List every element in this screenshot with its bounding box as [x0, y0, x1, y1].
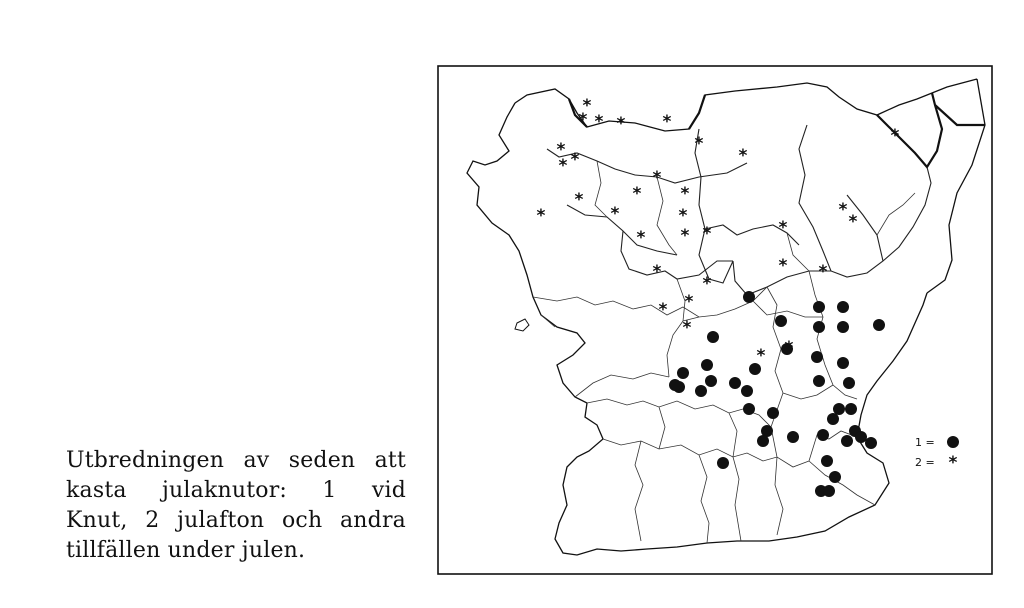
asterisk-marker: *	[848, 212, 858, 232]
dot-marker	[669, 379, 681, 391]
asterisk-marker: *	[778, 218, 788, 238]
coastline	[467, 79, 985, 555]
caption-line-2: kasta julaknutor: 1 vid	[66, 478, 406, 503]
dot-marker	[841, 435, 853, 447]
dot-marker	[827, 413, 839, 425]
legend-label-2: 2 =	[915, 456, 935, 469]
dots-layer	[669, 291, 885, 497]
dot-marker	[811, 351, 823, 363]
legend-label-1: 1 =	[915, 436, 935, 449]
asterisk-marker: *	[610, 204, 620, 224]
asterisk-marker: *	[582, 96, 592, 116]
dot-marker	[741, 385, 753, 397]
asterisk-marker: *	[536, 206, 546, 226]
dot-marker	[813, 375, 825, 387]
asterisk-marker: *	[818, 262, 828, 282]
distribution-map	[437, 65, 993, 575]
island	[515, 319, 529, 331]
dot-marker	[821, 455, 833, 467]
asterisk-marker: *	[702, 224, 712, 244]
dot-marker	[729, 377, 741, 389]
dot-marker	[767, 407, 779, 419]
dot-marker	[757, 435, 769, 447]
dot-marker	[837, 301, 849, 313]
parish-borders	[533, 161, 915, 543]
major-border	[569, 93, 985, 167]
asterisk-marker: *	[738, 146, 748, 166]
dot-marker	[743, 403, 755, 415]
dot-icon	[947, 436, 959, 448]
asterisk-marker: *	[680, 184, 690, 204]
asterisk-marker: *	[578, 110, 588, 130]
asterisk-marker: *	[632, 184, 642, 204]
asterisk-marker: *	[756, 346, 766, 366]
dot-marker	[813, 301, 825, 313]
asterisk-marker: *	[574, 190, 584, 210]
asterisk-marker: *	[784, 338, 794, 358]
dot-marker	[873, 319, 885, 331]
asterisk-marker: *	[778, 256, 788, 276]
dot-marker	[833, 403, 845, 415]
asterisk-marker: *	[636, 228, 646, 248]
asterisk-marker: *	[570, 150, 580, 170]
caption-line-1: Utbredningen av seden att	[66, 448, 406, 473]
dot-marker	[829, 471, 841, 483]
asterisk-marker: *	[652, 262, 662, 282]
map-legend	[915, 436, 959, 473]
asterisk-marker: *	[662, 112, 672, 132]
asterisk-marker: *	[652, 168, 662, 188]
asterisk-marker: *	[890, 126, 900, 146]
caption-line-4: tillfällen under julen.	[66, 538, 306, 563]
dot-marker	[817, 429, 829, 441]
asterisk-marker: *	[556, 140, 566, 160]
asterisk-marker: *	[682, 318, 692, 338]
dot-marker	[705, 375, 717, 387]
asterisk-marker: *	[658, 300, 668, 320]
asterisk-marker: *	[702, 274, 712, 294]
dot-marker	[787, 431, 799, 443]
asterisk-marker: *	[684, 292, 694, 312]
dot-marker	[837, 357, 849, 369]
map-caption	[66, 446, 406, 566]
dot-marker	[865, 437, 877, 449]
asterisk-marker: *	[838, 200, 848, 220]
dot-marker	[813, 321, 825, 333]
asterisk-marker: *	[694, 134, 704, 154]
dot-marker	[743, 291, 755, 303]
dot-marker	[677, 367, 689, 379]
dot-marker	[717, 457, 729, 469]
dot-marker	[845, 403, 857, 415]
dot-marker	[823, 485, 835, 497]
dot-marker	[707, 331, 719, 343]
asterisk-marker: *	[616, 114, 626, 134]
caption-line-3: Knut, 2 julafton och andra	[66, 508, 406, 533]
dot-marker	[837, 321, 849, 333]
asterisk-marker: *	[678, 206, 688, 226]
asterisk-marker: *	[558, 156, 568, 176]
dot-marker	[695, 385, 707, 397]
map-canvas	[437, 65, 993, 575]
dot-marker	[855, 431, 867, 443]
asterisk-marker: *	[680, 226, 690, 246]
asterisk-marker: *	[594, 112, 604, 132]
map-border	[438, 66, 992, 574]
asterisk-icon: *	[948, 453, 958, 473]
dot-marker	[843, 377, 855, 389]
dot-marker	[701, 359, 713, 371]
dot-marker	[775, 315, 787, 327]
